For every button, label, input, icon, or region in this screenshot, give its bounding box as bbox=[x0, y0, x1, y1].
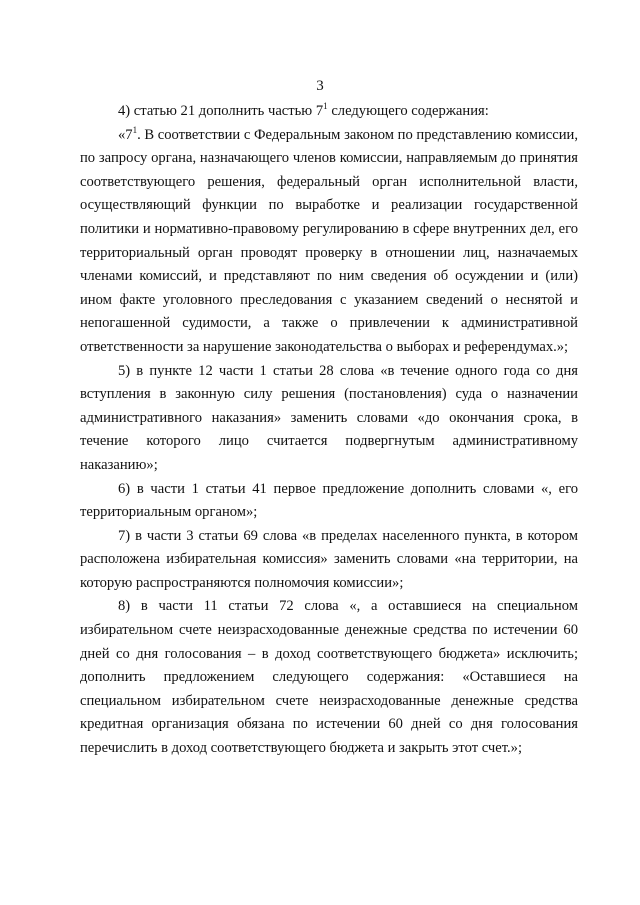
page-number: 3 bbox=[316, 78, 324, 94]
text-run: 7) в части 3 статьи 69 слова «в пределах населенного пункта, в котором расположена избирательная комиссия» заменить словами «на территории, на которую распространяются полномочия комиссии»; bbox=[80, 527, 578, 591]
paragraph bbox=[80, 100, 578, 124]
text-run: . В соответствии с Федеральным законом по представлению комиссии, по запросу органа, назначающего членов комиссии, направляемым до принятия соответствующего решения, федеральный орган исполнительной власти, осуществляющий функции по выработке и реализации государственной политики и нормативно-правовому регулированию в сфере внутренних дел, его территориальный орган проводят проверку в отношении лиц, назначаемых членами комиссий, и представляют по ним сведения об осуждении и (или) ином факте уголовного преследования с указанием сведений о неснятой и непогашенной судимости, а также о привлечении к административной ответственности за нарушение законодательства о выборах и референдумах.»; bbox=[80, 126, 579, 355]
text-run: 6) в части 1 статьи 41 первое предложение дополнить словами «, его территориальным органом»; bbox=[80, 480, 578, 521]
text-run: 4) статью 21 дополнить частью 7 bbox=[118, 103, 324, 119]
text-run: «7 bbox=[118, 126, 133, 143]
paragraph bbox=[80, 360, 578, 478]
text-run: 8) в части 11 статьи 72 слова «, а оставшиеся на специальном избирательном счете неизрасходованные денежные средства по истечении 60 дней со дня голосования – в доход соответствующего бюджета» исключить; дополнить предложением следующего содержания: «Оставшиеся на специальном избирательном счете неизрасходованные денежные средства кредитная организация обязана по истечении 60 дней со дня голосования перечислить в доход соответствующего бюджета и закрыть этот счет.»; bbox=[80, 598, 578, 757]
paragraph bbox=[80, 525, 578, 596]
paragraph bbox=[80, 124, 578, 360]
paragraph bbox=[80, 478, 578, 525]
paragraph bbox=[80, 595, 578, 760]
superscript: 1 bbox=[323, 101, 328, 112]
document-body bbox=[80, 100, 578, 761]
text-run: следующего содержания: bbox=[327, 103, 489, 119]
text-run: 5) в пункте 12 части 1 статьи 28 слова «в течение одного года со дня вступления в законную силу решения (постановления) суда о назначении административного наказания» заменить словами «до окончания срока, в течение которого лицо считается подвергнутым административному наказанию»; bbox=[80, 362, 578, 473]
superscript: 1 bbox=[132, 124, 138, 135]
